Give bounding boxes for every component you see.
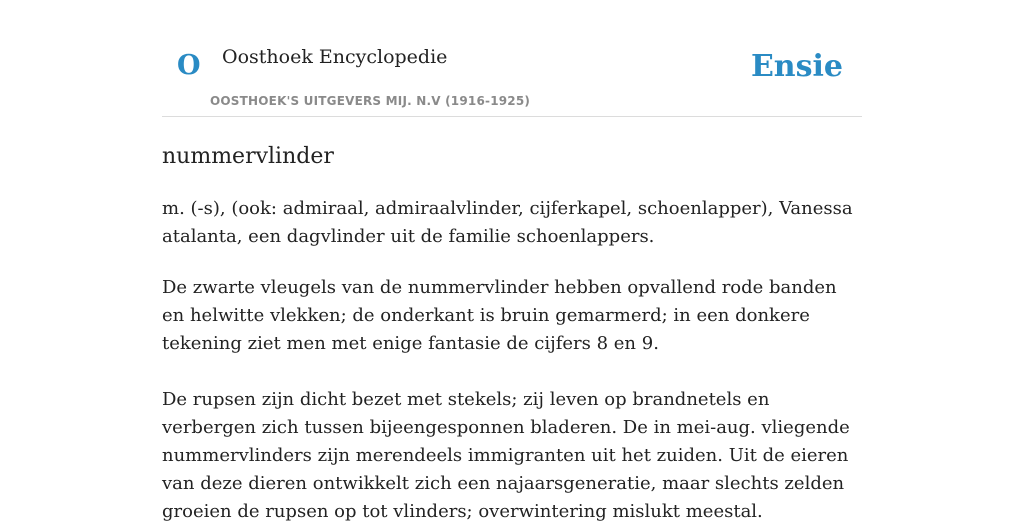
article-title: nummervlinder [162,144,334,169]
article-paragraph-definition: m. (-s), (ook: admiraal, admiraalvlinder, cijferkapel, schoenlapper), Vanessa atalanta, een dagvlinder uit de familie schoenlappers. [162,197,853,247]
ensie-logo[interactable]: Ensie [750,49,843,84]
encyclopedia-logo[interactable]: O [177,50,201,81]
article-paragraph-larvae: De rupsen zijn dicht bezet met stekels; zij leven op brandnetels en verbergen zich tussen bijeengesponnen bladeren. De in mei-aug. vliegende nummervlinders zijn merendeels immigranten uit het zuiden. Uit de eieren van deze dieren ontwikkelt zich een najaarsgeneratie, maar slechts zelden groeien de rupsen op tot vlinders; overwintering mislukt meestal. [162,388,850,522]
article-paragraph-description: De zwarte vleugels van de nummervlinder hebben opvallend rode banden en helwitte vlekken; de onderkant is bruin gemarmerd; in een donkere tekening ziet men met enige fantasie de cijfers 8 en 9. [162,276,837,354]
page-container [162,0,862,526]
publisher-subtitle: OOSTHOEK'S UITGEVERS MIJ. N.V (1916-1925) [210,94,531,108]
encyclopedia-title[interactable]: Oosthoek Encyclopedie [222,46,448,68]
header [162,0,862,117]
